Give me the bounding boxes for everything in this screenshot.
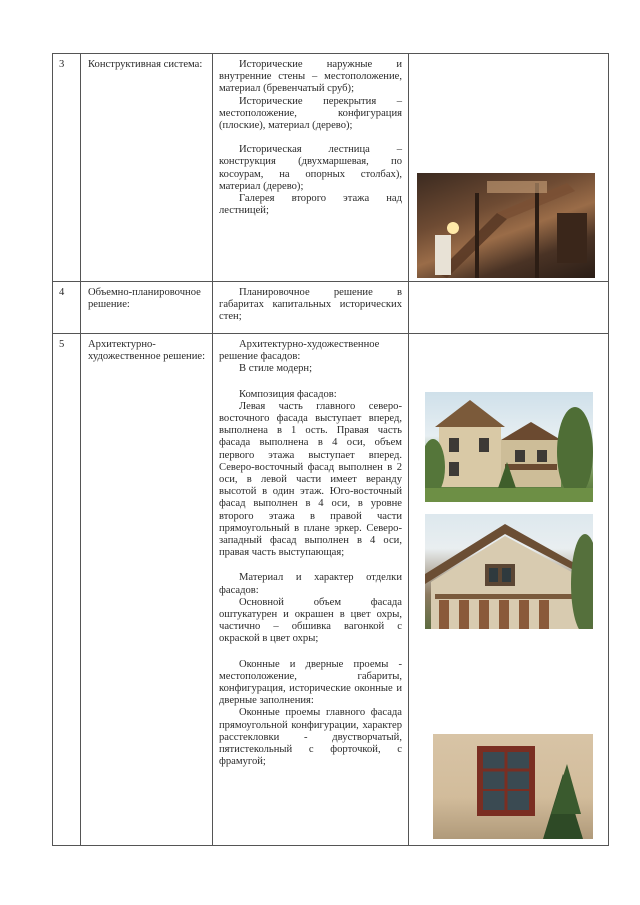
description-paragraph: Оконные проемы главного фасада прямоугольной конфигурации, характер расстекловки - двустворчатый, пятистекольный с форточкой, с фрамугой; bbox=[219, 707, 402, 768]
paragraph-gap bbox=[219, 376, 402, 389]
description-paragraph: Архитектурно-художественное решение фасадов: bbox=[219, 339, 380, 363]
row-number: 4 bbox=[53, 282, 81, 334]
description-paragraph: Планировочное решение в габаритах капитальных исторических стен; bbox=[219, 287, 402, 323]
photo-cell bbox=[409, 54, 609, 282]
heritage-table bbox=[52, 53, 609, 846]
description-paragraph: Галерея второго этажа над лестницей; bbox=[219, 193, 402, 217]
window-photo bbox=[433, 734, 593, 839]
table-row bbox=[53, 334, 609, 846]
description-paragraph: Основной объем фасада оштукатурен и окрашен в цвет охры, частично – обшивка вагонкой с окраской в цвет охры; bbox=[219, 596, 402, 645]
description-paragraph: В стиле модерн; bbox=[239, 363, 313, 375]
paragraph-gap bbox=[219, 132, 402, 144]
description-paragraph: Оконные и дверные проемы - местоположение, габариты, конфигурация, исторические оконные и дверные заполнения: bbox=[219, 658, 402, 707]
table-row bbox=[53, 54, 609, 282]
row-description bbox=[213, 334, 409, 846]
description-paragraph: Исторические перекрытия – местоположение, конфигурация (плоские), материал (дерево); bbox=[219, 95, 402, 132]
row-description bbox=[213, 282, 409, 334]
description-paragraph: Левая часть главного северо-восточного фасада выступает вперед, выполнена в 1 ость. Правая часть фасада выполнена в 4 оси, объем первого этажа выступает вперед. Северо-восточный фасад выполнен в 2 оси, в левой части имеет веранду высотой в один этаж. Юго-восточный фасад выполнен в 4 оси, в уровне второго этажа в правой части прямоугольный в плане эркер. Северо-западный фасад выполнен в 4 оси, правая часть выступающая; bbox=[219, 400, 402, 559]
photo-cell bbox=[409, 334, 609, 846]
row-number: 3 bbox=[53, 54, 81, 282]
gable-photo bbox=[425, 514, 593, 629]
paragraph-gap bbox=[219, 559, 402, 572]
row-title: Конструктивная система: bbox=[81, 54, 213, 282]
description-paragraph: Исторические наружные и внутренние стены – местоположение, материал (бревенчатый сруб); bbox=[219, 59, 402, 95]
description-paragraph: Композиция фасадов: bbox=[239, 388, 337, 400]
description-paragraph: Материал и характер отделки фасадов: bbox=[219, 572, 402, 596]
paragraph-gap bbox=[219, 646, 402, 659]
description-paragraph: Историческая лестница – конструкция (двухмаршевая, по косоурам, на опорных столбах), материал (дерево); bbox=[219, 144, 402, 192]
row-description bbox=[213, 54, 409, 282]
table-row bbox=[53, 282, 609, 334]
facade-photo bbox=[425, 392, 593, 502]
staircase-photo bbox=[417, 173, 595, 278]
row-title: Архитектурно-художественное решение: bbox=[81, 334, 213, 846]
row-number: 5 bbox=[53, 334, 81, 846]
document-page bbox=[52, 53, 608, 846]
photo-cell bbox=[409, 282, 609, 334]
row-title: Объемно-планировочное решение: bbox=[81, 282, 213, 334]
